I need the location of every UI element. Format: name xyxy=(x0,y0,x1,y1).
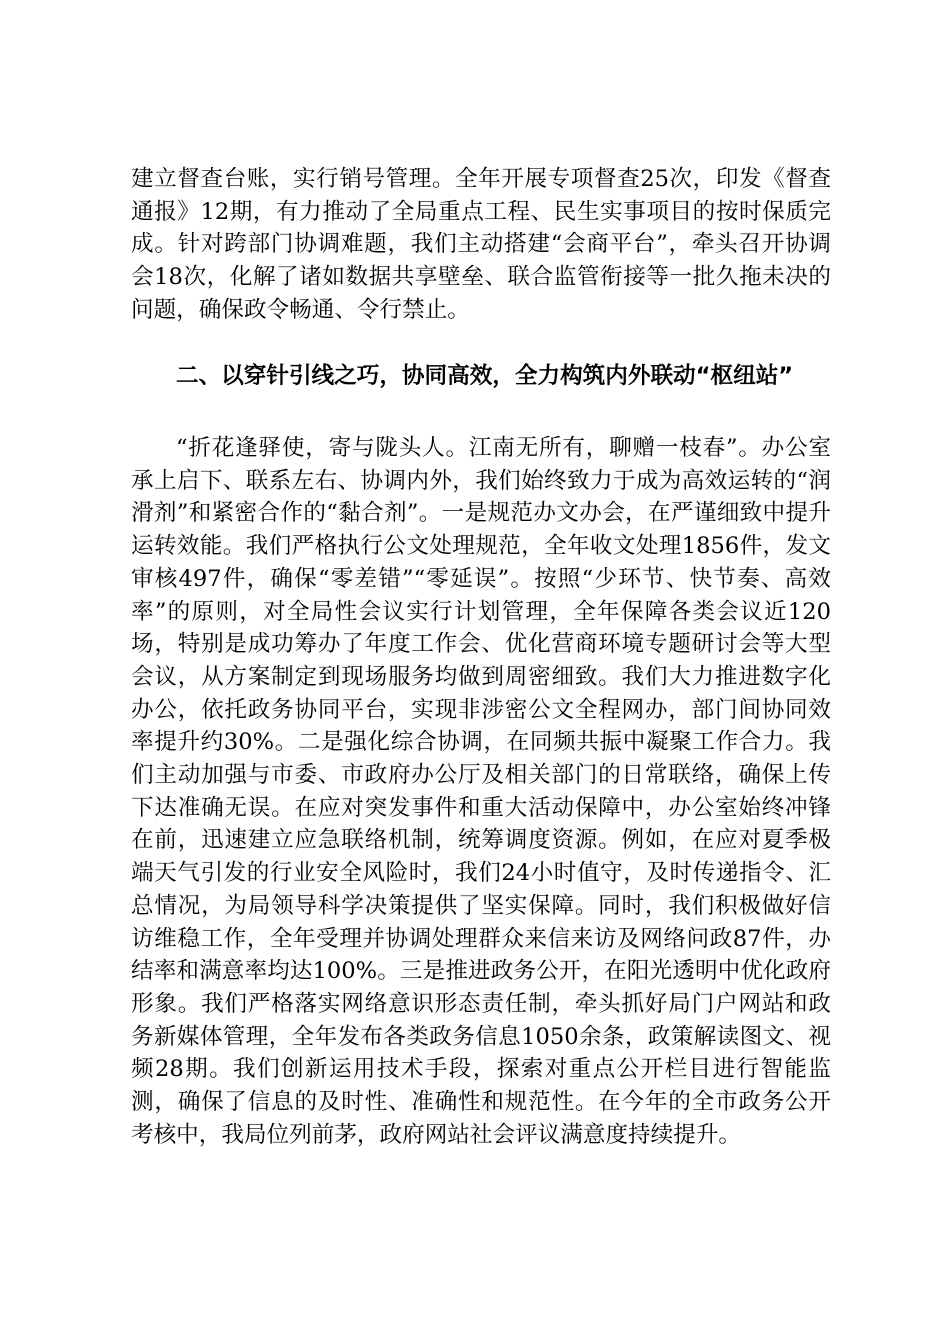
continued-paragraph: 建立督查台账，实行销号管理。全年开展专项督查25次，印发《督查通报》12期，有力推动了全局重点工程、民生实事项目的按时保质完成。针对跨部门协调难题，我们主动搭建“会商平台”，牵头召开协调会18次，化解了诸如数据共享壁垒、联合监管衔接等一批久拖未决的问题，确保政令畅通、令行禁止。 xyxy=(131,166,831,323)
section-heading: 二、以穿针引线之巧，协同高效，全力构筑内外联动“枢纽站” xyxy=(176,362,794,389)
document-page xyxy=(131,163,831,1151)
section-body-paragraph: “折花逢驿使，寄与陇头人。江南无所有，聊赠一枝春”。办公室承上启下、联系左右、协调内外，我们始终致力于成为高效运转的“润滑剂”和紧密合作的“黏合剂”。一是规范办文办会，在严谨细致中提升运转效能。我们严格执行公文处理规范，全年收文处理1856件，发文审核497件，确保“零差错”“零延误”。按照“少环节、快节奏、高效率”的原则，对全局性会议实行计划管理，全年保障各类会议近120场，特别是成功筹办了年度工作会、优化营商环境专题研讨会等大型会议，从方案制定到现场服务均做到周密细致。我们大力推进数字化办公，依托政务协同平台，实现非涉密公文全程网办，部门间协同效率提升约30%。二是强化综合协调，在同频共振中凝聚工作合力。我们主动加强与市委、市政府办公厅及相关部门的日常联络，确保上传下达准确无误。在应对突发事件和重大活动保障中，办公室始终冲锋在前，迅速建立应急联络机制，统筹调度资源。例如，在应对夏季极端天气引发的行业安全风险时，我们24小时值守，及时传递指令、汇总情况，为局领导科学决策提供了坚实保障。同时，我们积极做好信访维稳工作，全年受理并协调处理群众来信来访及网络问政87件，办结率和满意率均达100%。三是推进政务公开，在阳光透明中优化政府形象。我们严格落实网络意识形态责任制，牵头抓好局门户网站和政务新媒体管理，全年发布各类政务信息1050余条，政策解读图文、视频28期。我们创新运用技术手段，探索对重点公开栏目进行智能监测，确保了信息的及时性、准确性和规范性。在今年的全市政务公开考核中，我局位列前茅，政府网站社会评议满意度持续提升。 xyxy=(131,435,831,1148)
